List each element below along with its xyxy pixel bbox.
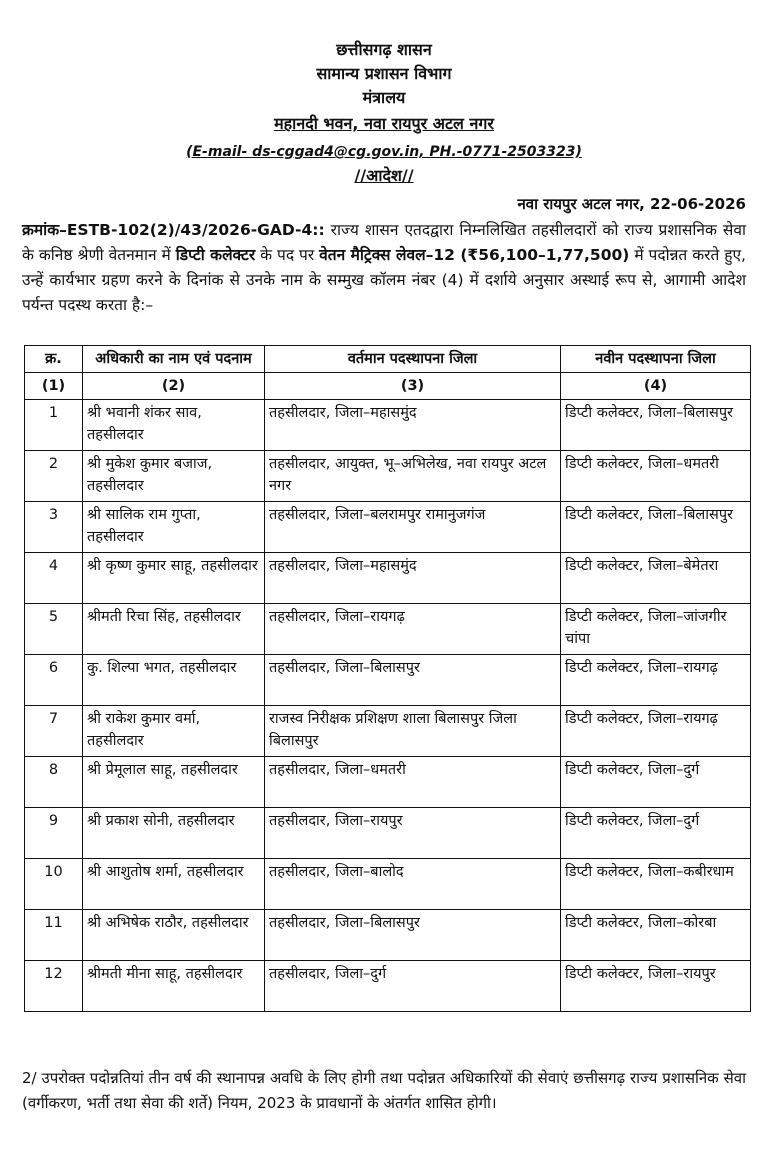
cell-sn: 11	[25, 910, 83, 961]
cell-sn: 2	[25, 451, 83, 502]
cell-current: तहसीलदार, जिला–महासमुंद	[265, 553, 561, 604]
cell-name: श्री सालिक राम गुप्ता, तहसीलदार	[83, 502, 265, 553]
footer-paragraph: 2/ उपरोक्त पदोन्नतियां तीन वर्ष की स्थानापन्न अवधि के लिए होगी तथा पदोन्नत अधिकारियों की सेवाएं छत्तीसगढ़ राज्य प्रशासनिक सेवा (वर्गीकरण, भर्ती तथा सेवा की शर्ते) नियम, 2023 के प्रावधानों के अंतर्गत शासित होगी।	[22, 1069, 746, 1112]
table-row	[25, 706, 751, 757]
cell-new: डिप्टी कलेक्टर, जिला–धमतरी	[561, 451, 751, 502]
header-name: अधिकारी का नाम एवं पदनाम	[83, 346, 265, 373]
cell-sn: 12	[25, 961, 83, 1012]
table-row	[25, 910, 751, 961]
cell-current: तहसीलदार, जिला–महासमुंद	[265, 400, 561, 451]
table-header-row	[25, 346, 751, 373]
cell-new: डिप्टी कलेक्टर, जिला–कोरबा	[561, 910, 751, 961]
order-date: नवा रायपुर अटल नगर, 22-06-2026	[517, 195, 746, 213]
cell-sn: 5	[25, 604, 83, 655]
col-num: (2)	[83, 373, 265, 400]
table-row	[25, 859, 751, 910]
cell-current: तहसीलदार, जिला–रायपुर	[265, 808, 561, 859]
cell-new: डिप्टी कलेक्टर, जिला–दुर्ग	[561, 808, 751, 859]
cell-current: तहसीलदार, जिला–बिलासपुर	[265, 655, 561, 706]
header-current: वर्तमान पदस्थापना जिला	[265, 346, 561, 373]
order-intro	[22, 218, 746, 318]
cell-new: डिप्टी कलेक्टर, जिला–रायपुर	[561, 961, 751, 1012]
table-row	[25, 757, 751, 808]
cell-name: श्री अभिषेक राठौर, तहसीलदार	[83, 910, 265, 961]
table-row	[25, 553, 751, 604]
table-row	[25, 400, 751, 451]
cell-sn: 3	[25, 502, 83, 553]
ministry-label: मंत्रालय	[362, 88, 406, 107]
table-row	[25, 655, 751, 706]
cell-new: डिप्टी कलेक्टर, जिला–बिलासपुर	[561, 400, 751, 451]
cell-sn: 4	[25, 553, 83, 604]
cell-name: श्री आशुतोष शर्मा, तहसीलदार	[83, 859, 265, 910]
cell-new: डिप्टी कलेक्टर, जिला–रायगढ़	[561, 655, 751, 706]
cell-sn: 6	[25, 655, 83, 706]
cell-sn: 10	[25, 859, 83, 910]
header-new: नवीन पदस्थापना जिला	[561, 346, 751, 373]
col-num: (1)	[25, 373, 83, 400]
posting-table	[24, 345, 751, 1012]
cell-new: डिप्टी कलेक्टर, जिला–दुर्ग	[561, 757, 751, 808]
cell-name: श्री कृष्ण कुमार साहू, तहसीलदार	[83, 553, 265, 604]
intro-text: में पदोन्नत करते हुए, उन्हें कार्यभार ग्रहण करने के दिनांक से उनके नाम के सम्मुख कॉलम नंबर (4) में दर्शाये अनुसार अस्थाई रूप से, आगामी आदेश पर्यन्त पदस्थ करता है:–	[22, 246, 746, 314]
cell-new: डिप्टी कलेक्टर, जिला–जांजगीर चांपा	[561, 604, 751, 655]
contact-line: (E-mail- ds-cggad4@cg.gov.in, PH.-0771-2503323)	[186, 144, 582, 160]
table-row	[25, 808, 751, 859]
cell-name: श्री प्रेमूलाल साहू, तहसीलदार	[83, 757, 265, 808]
cell-new: डिप्टी कलेक्टर, जिला–बिलासपुर	[561, 502, 751, 553]
govt-name: छत्तीसगढ़ शासन	[336, 40, 432, 59]
cell-name: श्री भवानी शंकर साव, तहसीलदार	[83, 400, 265, 451]
cell-name: श्री प्रकाश सोनी, तहसीलदार	[83, 808, 265, 859]
cell-sn: 1	[25, 400, 83, 451]
cell-sn: 8	[25, 757, 83, 808]
cell-current: तहसीलदार, आयुक्त, भू–अभिलेख, नवा रायपुर अटल नगर	[265, 451, 561, 502]
cell-sn: 9	[25, 808, 83, 859]
cell-current: तहसीलदार, जिला–धमतरी	[265, 757, 561, 808]
cell-current: तहसीलदार, जिला–बलरामपुर रामानुजगंज	[265, 502, 561, 553]
cell-name: श्री मुकेश कुमार बजाज, तहसीलदार	[83, 451, 265, 502]
cell-current: तहसीलदार, जिला–बालोद	[265, 859, 561, 910]
col-num: (4)	[561, 373, 751, 400]
post-name: डिप्टी कलेक्टर	[175, 246, 256, 264]
cell-sn: 7	[25, 706, 83, 757]
order-title: //आदेश//	[354, 166, 414, 185]
cell-name: श्री राकेश कुमार वर्मा, तहसीलदार	[83, 706, 265, 757]
office-address: महानदी भवन, नवा रायपुर अटल नगर	[274, 114, 494, 133]
cell-new: डिप्टी कलेक्टर, जिला–बेमेतरा	[561, 553, 751, 604]
table-row	[25, 502, 751, 553]
intro-text: के पद पर	[255, 246, 320, 264]
pay-level: वेतन मैट्रिक्स लेवल–12 (₹56,100–1,77,500)	[319, 246, 630, 264]
cell-name: श्रीमती मीना साहू, तहसीलदार	[83, 961, 265, 1012]
table-row	[25, 451, 751, 502]
cell-current: तहसीलदार, जिला–दुर्ग	[265, 961, 561, 1012]
order-number: क्रमांक–ESTB-102(2)/43/2026-GAD-4::	[22, 221, 325, 239]
table-row	[25, 961, 751, 1012]
cell-current: तहसीलदार, जिला–बिलासपुर	[265, 910, 561, 961]
cell-current: राजस्व निरीक्षक प्रशिक्षण शाला बिलासपुर जिला बिलासपुर	[265, 706, 561, 757]
table-row	[25, 604, 751, 655]
cell-name: श्रीमती रिचा सिंह, तहसीलदार	[83, 604, 265, 655]
cell-current: तहसीलदार, जिला–रायगढ़	[265, 604, 561, 655]
column-number-row	[25, 373, 751, 400]
cell-new: डिप्टी कलेक्टर, जिला–रायगढ़	[561, 706, 751, 757]
header-sn: क्र.	[25, 346, 83, 373]
department-name: सामान्य प्रशासन विभाग	[316, 64, 452, 83]
col-num: (3)	[265, 373, 561, 400]
intro-text: राज्य शासन एतदद्वारा निम्नलिखित तहसीलदारों को राज्य प्रशासनिक सेवा के कनिष्ठ श्रेणी वेतनमान में	[22, 221, 746, 264]
cell-name: कु. शिल्पा भगत, तहसीलदार	[83, 655, 265, 706]
cell-new: डिप्टी कलेक्टर, जिला–कबीरधाम	[561, 859, 751, 910]
